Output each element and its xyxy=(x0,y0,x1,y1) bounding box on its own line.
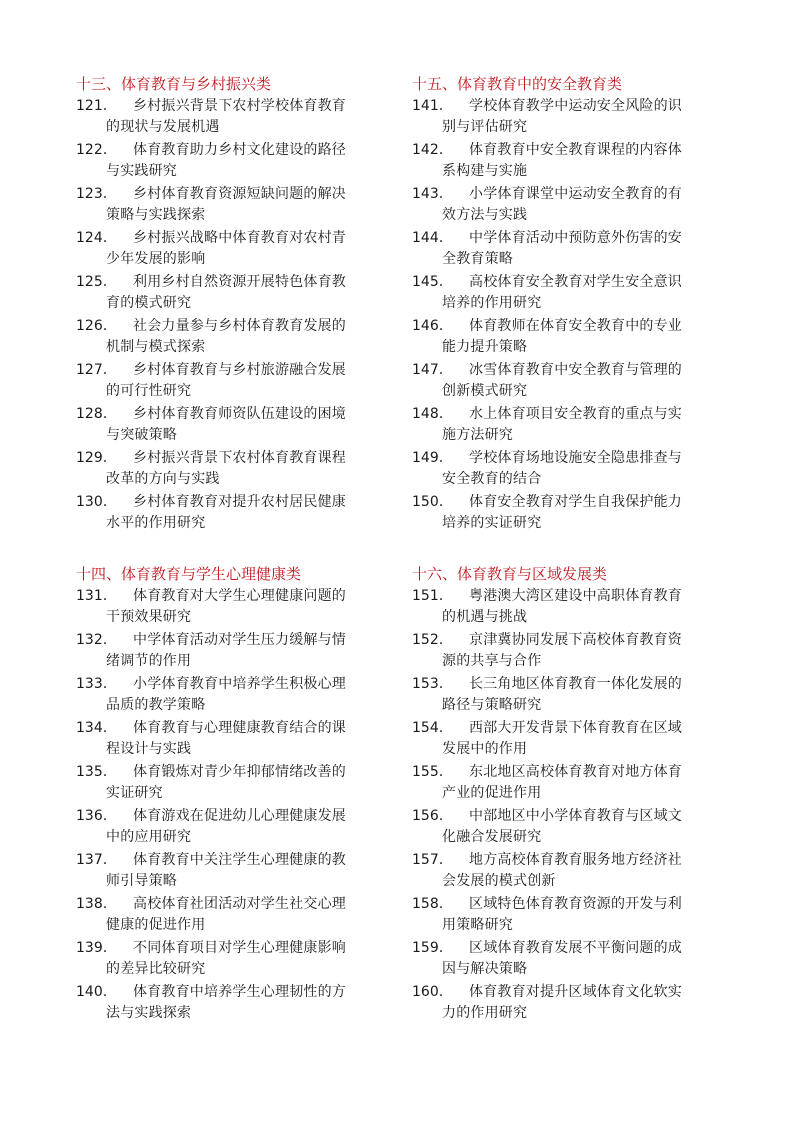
topic-first-line xyxy=(76,316,376,337)
topic-title-line2: 少年发展的影响 xyxy=(106,251,206,267)
topic-title-line2: 的现状与发展机遇 xyxy=(106,119,220,135)
topic-number: 148. xyxy=(412,406,444,422)
topic-title-line2: 的机遇与挑战 xyxy=(442,609,528,625)
topic-item xyxy=(76,360,376,402)
topic-title-line2: 干预效果研究 xyxy=(106,609,192,625)
topic-number: 160. xyxy=(412,984,444,1000)
topic-title-line2: 法与实践探索 xyxy=(106,1005,192,1021)
topic-title-line1: 高校体育安全教育对学生安全意识 xyxy=(469,274,682,290)
topic-item xyxy=(412,140,712,182)
topic-item xyxy=(412,492,712,534)
topic-first-line xyxy=(412,938,712,959)
topic-title-line2: 因与解决策略 xyxy=(442,961,528,977)
topic-number: 155. xyxy=(412,764,444,780)
topic-title-line2: 全教育策略 xyxy=(442,251,513,267)
topic-list xyxy=(412,96,712,534)
topic-title-line1: 乡村振兴战略中体育教育对农村青 xyxy=(133,230,346,246)
topic-title-line1: 乡村体育教育对提升农村居民健康 xyxy=(133,494,346,510)
topic-first-line xyxy=(412,630,712,651)
topic-first-line xyxy=(76,674,376,695)
right-column xyxy=(412,74,712,1054)
topic-number: 125. xyxy=(76,274,108,290)
topic-title-line1: 体育教师在体育安全教育中的专业 xyxy=(469,318,682,334)
topic-title-line2: 健康的促进作用 xyxy=(106,917,206,933)
topic-item xyxy=(412,184,712,226)
topic-list xyxy=(76,96,376,534)
section-heading: 十五、体育教育中的安全教育类 xyxy=(412,75,623,93)
topic-item xyxy=(76,448,376,490)
topic-title-line1: 中部地区中小学体育教育与区域文 xyxy=(469,808,682,824)
topic-title-line1: 小学体育教育中培养学生积极心理 xyxy=(133,676,346,692)
topic-number: 126. xyxy=(76,318,108,334)
topic-item xyxy=(76,316,376,358)
topic-first-line xyxy=(412,850,712,871)
topic-item xyxy=(412,982,712,1024)
topic-title-line2: 路径与策略研究 xyxy=(442,697,542,713)
topic-title-line1: 乡村体育教育师资队伍建设的困境 xyxy=(133,406,346,422)
topic-title-line1: 体育游戏在促进幼儿心理健康发展 xyxy=(133,808,346,824)
topic-item xyxy=(412,316,712,358)
topic-first-line xyxy=(76,448,376,469)
topic-item xyxy=(412,806,712,848)
topic-number: 152. xyxy=(412,632,444,648)
topic-first-line xyxy=(412,492,712,513)
topic-item xyxy=(76,586,376,628)
topic-first-line xyxy=(76,228,376,249)
topic-title-line2: 产业的促进作用 xyxy=(442,785,542,801)
section-heading: 十四、体育教育与学生心理健康类 xyxy=(76,565,302,583)
topic-title-line2: 策略与实践探索 xyxy=(106,207,206,223)
topic-title-line1: 社会力量参与乡村体育教育发展的 xyxy=(133,318,346,334)
topic-number: 137. xyxy=(76,852,108,868)
topic-title-line2: 改革的方向与实践 xyxy=(106,471,220,487)
topic-title-line2: 与突破策略 xyxy=(106,427,177,443)
topic-title-line1: 体育教育中安全教育课程的内容体 xyxy=(469,142,682,158)
topic-title-line2: 的可行性研究 xyxy=(106,383,192,399)
topic-first-line xyxy=(412,140,712,161)
topic-title-line1: 冰雪体育教育中安全教育与管理的 xyxy=(469,362,682,378)
topic-title-line1: 体育教育与心理健康教育结合的课 xyxy=(133,720,346,736)
topic-item xyxy=(76,982,376,1024)
topic-first-line xyxy=(76,492,376,513)
topic-item xyxy=(412,272,712,314)
topic-number: 123. xyxy=(76,186,108,202)
topic-title-line2: 别与评估研究 xyxy=(442,119,528,135)
topic-first-line xyxy=(412,184,712,205)
topic-title-line1: 体育安全教育对学生自我保护能力 xyxy=(469,494,682,510)
section-14 xyxy=(76,564,376,1024)
topic-item xyxy=(76,184,376,226)
topic-number: 129. xyxy=(76,450,108,466)
topic-first-line xyxy=(76,718,376,739)
topic-number: 151. xyxy=(412,588,444,604)
topic-number: 135. xyxy=(76,764,108,780)
topic-first-line xyxy=(412,718,712,739)
topic-item xyxy=(76,674,376,716)
topic-title-line2: 实证研究 xyxy=(106,785,163,801)
topic-title-line2: 力的作用研究 xyxy=(442,1005,528,1021)
topic-item xyxy=(412,762,712,804)
topic-title-line1: 学校体育教学中运动安全风险的识 xyxy=(469,98,682,114)
topic-first-line xyxy=(76,586,376,607)
topic-title-line1: 小学体育课堂中运动安全教育的有 xyxy=(469,186,682,202)
topic-first-line xyxy=(412,674,712,695)
topic-item xyxy=(412,630,712,672)
topic-title-line1: 粤港澳大湾区建设中高职体育教育 xyxy=(469,588,682,604)
topic-number: 146. xyxy=(412,318,444,334)
topic-first-line xyxy=(412,272,712,293)
topic-title-line1: 乡村振兴背景下农村学校体育教育 xyxy=(133,98,346,114)
topic-title-line1: 东北地区高校体育教育对地方体育 xyxy=(469,764,682,780)
topic-title-line1: 区域特色体育教育资源的开发与利 xyxy=(469,896,682,912)
topic-item xyxy=(412,674,712,716)
section-heading: 十三、体育教育与乡村振兴类 xyxy=(76,75,272,93)
topic-first-line xyxy=(76,360,376,381)
topic-title-line1: 体育教育助力乡村文化建设的路径 xyxy=(133,142,346,158)
topic-title-line2: 用策略研究 xyxy=(442,917,513,933)
topic-first-line xyxy=(412,96,712,117)
topic-number: 124. xyxy=(76,230,108,246)
topic-item xyxy=(76,96,376,138)
topic-first-line xyxy=(412,894,712,915)
topic-number: 140. xyxy=(76,984,108,1000)
topic-first-line xyxy=(76,272,376,293)
topic-item xyxy=(76,404,376,446)
topic-first-line xyxy=(412,228,712,249)
topic-number: 131. xyxy=(76,588,108,604)
topic-first-line xyxy=(412,360,712,381)
topic-number: 130. xyxy=(76,494,108,510)
topic-number: 136. xyxy=(76,808,108,824)
topic-first-line xyxy=(76,850,376,871)
topic-number: 159. xyxy=(412,940,444,956)
topic-title-line2: 系构建与实施 xyxy=(442,163,528,179)
topic-first-line xyxy=(76,938,376,959)
topic-title-line2: 会发展的模式创新 xyxy=(442,873,556,889)
topic-item xyxy=(412,586,712,628)
topic-number: 158. xyxy=(412,896,444,912)
topic-title-line1: 利用乡村自然资源开展特色体育教 xyxy=(133,274,346,290)
topic-number: 128. xyxy=(76,406,108,422)
topic-title-line1: 地方高校体育教育服务地方经济社 xyxy=(469,852,682,868)
topic-first-line xyxy=(412,762,712,783)
topic-list xyxy=(412,586,712,1024)
topic-item xyxy=(412,96,712,138)
topic-number: 147. xyxy=(412,362,444,378)
topic-first-line xyxy=(76,184,376,205)
topic-first-line xyxy=(76,806,376,827)
topic-title-line2: 培养的实证研究 xyxy=(442,515,542,531)
topic-number: 156. xyxy=(412,808,444,824)
topic-item xyxy=(412,404,712,446)
topic-title-line2: 品质的教学策略 xyxy=(106,697,206,713)
topic-item xyxy=(76,762,376,804)
topic-number: 127. xyxy=(76,362,108,378)
topic-number: 121. xyxy=(76,98,108,114)
topic-title-line1: 体育教育中培养学生心理韧性的方 xyxy=(133,984,346,1000)
topic-title-line1: 中学体育活动对学生压力缓解与情 xyxy=(133,632,346,648)
topic-number: 150. xyxy=(412,494,444,510)
topic-first-line xyxy=(76,96,376,117)
topic-first-line xyxy=(412,316,712,337)
topic-item xyxy=(412,228,712,270)
topic-title-line2: 与实践研究 xyxy=(106,163,177,179)
topic-title-line1: 京津冀协同发展下高校体育教育资 xyxy=(469,632,682,648)
topic-number: 153. xyxy=(412,676,444,692)
topic-number: 142. xyxy=(412,142,444,158)
topic-title-line2: 发展中的作用 xyxy=(442,741,528,757)
topic-title-line2: 程设计与实践 xyxy=(106,741,192,757)
topic-item xyxy=(76,630,376,672)
topic-number: 122. xyxy=(76,142,108,158)
topic-item xyxy=(76,140,376,182)
topic-title-line2: 施方法研究 xyxy=(442,427,513,443)
topic-title-line2: 效方法与实践 xyxy=(442,207,528,223)
topic-first-line xyxy=(412,806,712,827)
topic-item xyxy=(76,272,376,314)
left-column xyxy=(76,74,376,1054)
topic-item xyxy=(412,850,712,892)
topic-first-line xyxy=(76,894,376,915)
topic-title-line1: 乡村体育教育与乡村旅游融合发展 xyxy=(133,362,346,378)
topic-item xyxy=(76,806,376,848)
topic-title-line1: 不同体育项目对学生心理健康影响 xyxy=(133,940,346,956)
topic-item xyxy=(412,894,712,936)
topic-number: 143. xyxy=(412,186,444,202)
topic-title-line2: 培养的作用研究 xyxy=(442,295,542,311)
topic-item xyxy=(76,228,376,270)
topic-number: 145. xyxy=(412,274,444,290)
topic-title-line1: 乡村体育教育资源短缺问题的解决 xyxy=(133,186,346,202)
topic-title-line2: 化融合发展研究 xyxy=(442,829,542,845)
topic-first-line xyxy=(76,762,376,783)
topic-number: 132. xyxy=(76,632,108,648)
topic-title-line2: 创新模式研究 xyxy=(442,383,528,399)
topic-number: 133. xyxy=(76,676,108,692)
topic-first-line xyxy=(76,404,376,425)
topic-number: 154. xyxy=(412,720,444,736)
topic-number: 138. xyxy=(76,896,108,912)
topic-title-line2: 安全教育的结合 xyxy=(442,471,542,487)
topic-title-line1: 体育教育中关注学生心理健康的教 xyxy=(133,852,346,868)
topic-first-line xyxy=(412,404,712,425)
topic-title-line2: 源的共享与合作 xyxy=(442,653,542,669)
topic-first-line xyxy=(76,140,376,161)
topic-title-line2: 育的模式研究 xyxy=(106,295,192,311)
topic-title-line2: 师引导策略 xyxy=(106,873,177,889)
topic-first-line xyxy=(412,982,712,1003)
topic-item xyxy=(412,938,712,980)
topic-title-line2: 中的应用研究 xyxy=(106,829,192,845)
topic-item xyxy=(76,492,376,534)
topic-list xyxy=(76,586,376,1024)
topic-item xyxy=(76,938,376,980)
topic-title-line1: 中学体育活动中预防意外伤害的安 xyxy=(469,230,682,246)
topic-number: 149. xyxy=(412,450,444,466)
topic-number: 144. xyxy=(412,230,444,246)
topic-item xyxy=(412,448,712,490)
topic-item xyxy=(412,360,712,402)
topic-number: 134. xyxy=(76,720,108,736)
topic-title-line2: 的差异比较研究 xyxy=(106,961,206,977)
section-15 xyxy=(412,74,712,534)
topic-title-line1: 高校体育社团活动对学生社交心理 xyxy=(133,896,346,912)
topic-title-line1: 学校体育场地设施安全隐患排查与 xyxy=(469,450,682,466)
section-heading: 十六、体育教育与区域发展类 xyxy=(412,565,608,583)
topic-first-line xyxy=(76,982,376,1003)
topic-title-line1: 水上体育项目安全教育的重点与实 xyxy=(469,406,682,422)
topic-item xyxy=(76,850,376,892)
topic-title-line2: 机制与模式探索 xyxy=(106,339,206,355)
topic-title-line1: 区域体育教育发展不平衡问题的成 xyxy=(469,940,682,956)
topic-title-line1: 体育教育对大学生心理健康问题的 xyxy=(133,588,346,604)
topic-first-line xyxy=(76,630,376,651)
topic-title-line1: 长三角地区体育教育一体化发展的 xyxy=(469,676,682,692)
topic-first-line xyxy=(412,586,712,607)
topic-title-line2: 水平的作用研究 xyxy=(106,515,206,531)
topic-number: 139. xyxy=(76,940,108,956)
topic-title-line2: 能力提升策略 xyxy=(442,339,528,355)
topic-title-line1: 体育教育对提升区域体育文化软实 xyxy=(469,984,682,1000)
topic-title-line1: 体育锻炼对青少年抑郁情绪改善的 xyxy=(133,764,346,780)
section-13 xyxy=(76,74,376,534)
topic-title-line1: 西部大开发背景下体育教育在区域 xyxy=(469,720,682,736)
topic-number: 157. xyxy=(412,852,444,868)
topic-item xyxy=(76,718,376,760)
topic-title-line2: 绪调节的作用 xyxy=(106,653,192,669)
topic-first-line xyxy=(412,448,712,469)
topic-number: 141. xyxy=(412,98,444,114)
section-16 xyxy=(412,564,712,1024)
topic-item xyxy=(412,718,712,760)
topic-title-line1: 乡村振兴背景下农村体育教育课程 xyxy=(133,450,346,466)
topic-item xyxy=(76,894,376,936)
